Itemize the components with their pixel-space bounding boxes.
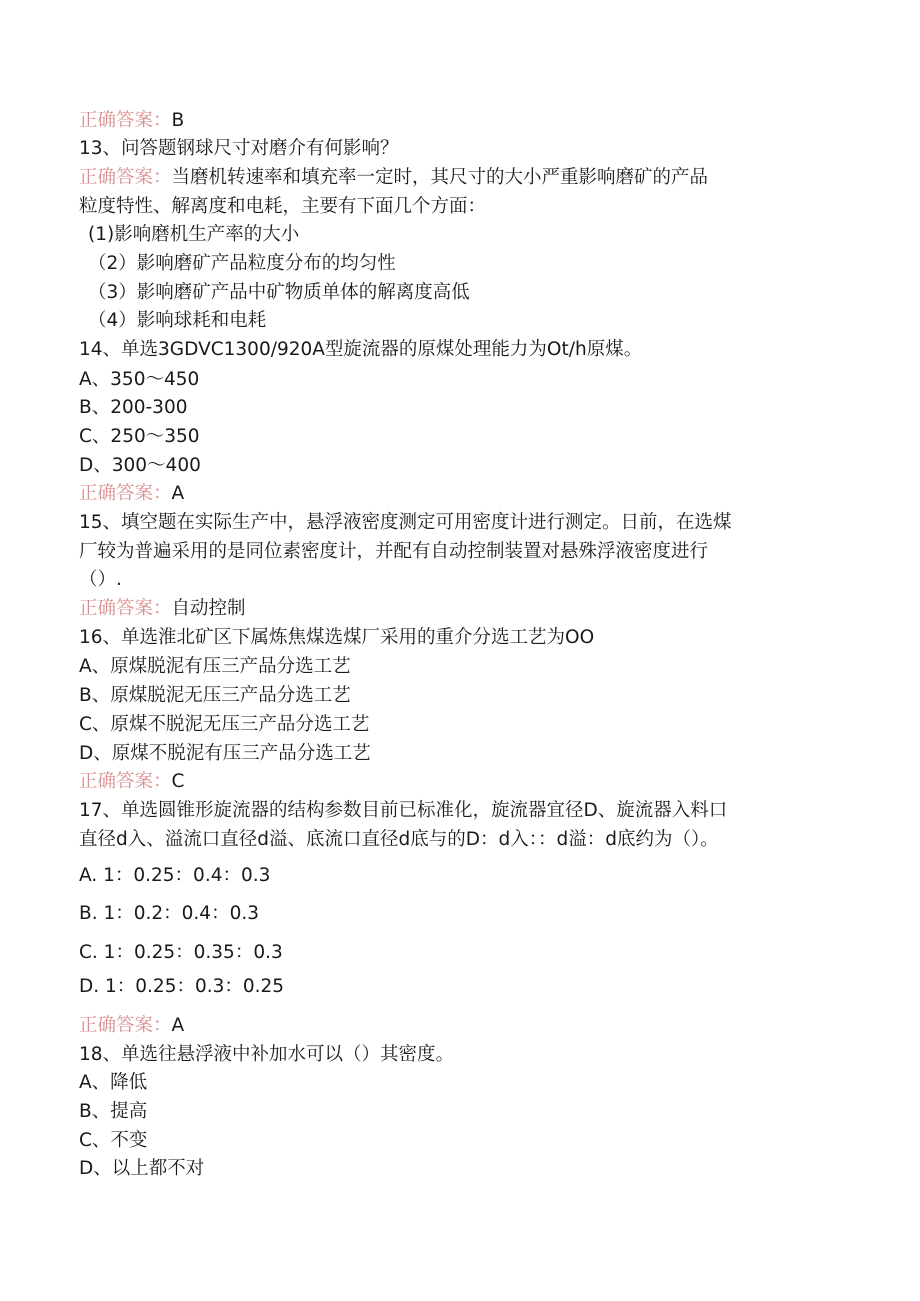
option-d: D、300～400 bbox=[79, 455, 201, 476]
option-d: D. 1：0.25：0.3：0.25 bbox=[79, 976, 285, 997]
answer-point: （4）影响球耗和电耗 bbox=[88, 310, 267, 331]
answer-label: 正确答案： bbox=[79, 110, 172, 131]
answer-point: （3）影响磨矿产品中矿物质单体的解离度高低 bbox=[88, 282, 470, 303]
answer-label: 正确答案： bbox=[79, 167, 172, 188]
option-b: B、原煤脱泥无压三产品分选工艺 bbox=[79, 685, 351, 706]
option-c: C、原煤不脱泥无压三产品分选工艺 bbox=[79, 714, 370, 735]
answer-label: 正确答案： bbox=[79, 771, 172, 792]
question-title: 14、单选3GDVC1300/920A型旋流器的原煤处理能力为Ot/h原煤。 bbox=[79, 339, 643, 360]
answer-line bbox=[79, 110, 184, 132]
option-a: A、原煤脱泥有压三产品分选工艺 bbox=[79, 656, 351, 677]
question-title-continued: 厂较为普遍采用的是同位素密度计，并配有自动控制装置对悬殊浮液密度进行 bbox=[79, 541, 709, 562]
answer-value: B bbox=[171, 110, 185, 131]
option-c: C、不变 bbox=[79, 1130, 148, 1151]
answer-label: 正确答案： bbox=[79, 1015, 172, 1036]
option-b: B. 1：0.2：0.4：0.3 bbox=[79, 903, 259, 924]
option-c: C. 1：0.25：0.35：0.3 bbox=[79, 942, 283, 963]
answer-label: 正确答案： bbox=[79, 483, 172, 504]
answer-line bbox=[79, 167, 708, 189]
answer-label: 正确答案： bbox=[79, 598, 172, 619]
option-d: D、以上都不对 bbox=[79, 1158, 205, 1179]
option-d: D、原煤不脱泥有压三产品分选工艺 bbox=[79, 743, 371, 764]
option-c: C、250～350 bbox=[79, 426, 200, 447]
answer-line bbox=[79, 1015, 184, 1037]
answer-point: （2）影响磨矿产品粒度分布的均匀性 bbox=[88, 253, 396, 274]
answer-line bbox=[79, 771, 184, 793]
answer-value: C bbox=[171, 771, 185, 792]
answer-point: (1)影响磨机生产率的大小 bbox=[88, 224, 300, 245]
question-title-continued: 直径d入、溢流口直径d溢、底流口直径d底与的D：d入：：d溢：d底约为（）。 bbox=[79, 829, 719, 850]
option-b: B、200-300 bbox=[79, 397, 188, 418]
option-a: A、350～450 bbox=[79, 369, 200, 390]
answer-value: A bbox=[171, 1015, 185, 1036]
answer-line bbox=[79, 598, 246, 620]
option-a: A. 1：0.25：0.4：0.3 bbox=[79, 865, 271, 886]
answer-text: 当磨机转速率和填充率一定时，其尺寸的大小严重影响磨矿的产品 bbox=[171, 167, 709, 188]
answer-value: A bbox=[171, 483, 185, 504]
question-title: 17、单选圆锥形旋流器的结构参数目前已标准化，旋流器宜径D、旋流器入料口 bbox=[79, 800, 728, 821]
answer-value: 自动控制 bbox=[171, 598, 246, 619]
answer-text-continued: 粒度特性、解离度和电耗，主要有下面几个方面： bbox=[79, 196, 487, 217]
question-title-continued: （）. bbox=[79, 569, 122, 590]
question-title: 16、单选淮北矿区下属炼焦煤选煤厂采用的重介分选工艺为OO bbox=[79, 627, 595, 648]
question-title: 15、填空题在实际生产中，悬浮液密度测定可用密度计进行测定。日前，在选煤 bbox=[79, 512, 732, 533]
option-b: B、提高 bbox=[79, 1101, 148, 1122]
option-a: A、降低 bbox=[79, 1072, 148, 1093]
question-title: 13、问答题钢球尺寸对磨介有何影响？ bbox=[79, 138, 399, 159]
question-title: 18、单选往悬浮液中补加水可以（）其密度。 bbox=[79, 1044, 455, 1065]
answer-line bbox=[79, 483, 184, 505]
